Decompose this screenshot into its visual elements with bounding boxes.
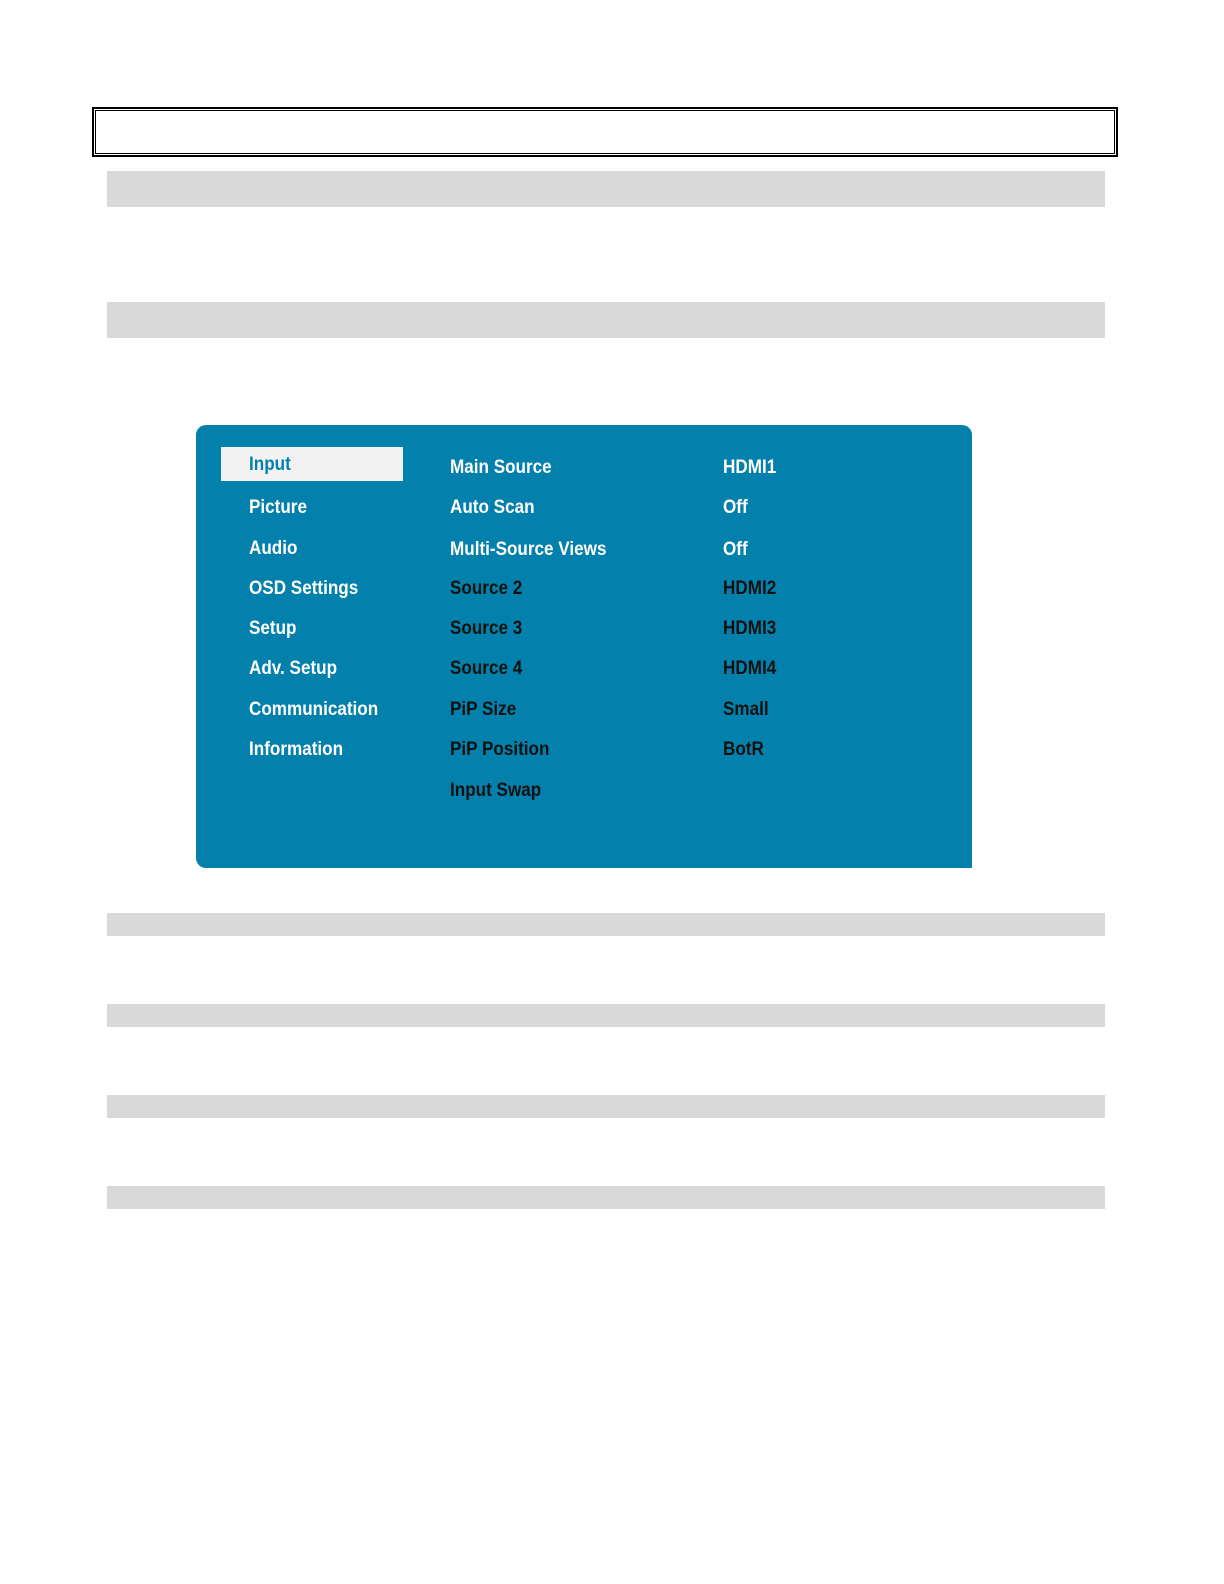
menu-item-communication[interactable]: Communication bbox=[249, 699, 379, 720]
setting-auto-scan[interactable]: Auto Scan bbox=[450, 497, 535, 518]
setting-source-3: Source 3 bbox=[450, 618, 523, 639]
setting-input-swap: Input Swap bbox=[450, 780, 542, 801]
section-bar bbox=[107, 1186, 1105, 1209]
setting-source-2: Source 2 bbox=[450, 578, 523, 599]
setting-main-source-value[interactable]: HDMI1 bbox=[723, 457, 777, 478]
section-bar bbox=[107, 302, 1105, 338]
menu-item-information[interactable]: Information bbox=[249, 739, 344, 760]
menu-item-audio[interactable]: Audio bbox=[249, 538, 298, 559]
osd-menu-panel bbox=[196, 425, 972, 868]
menu-item-osd-settings[interactable]: OSD Settings bbox=[249, 578, 359, 599]
setting-pip-position-value: BotR bbox=[723, 739, 764, 760]
setting-source-3-value: HDMI3 bbox=[723, 618, 777, 639]
setting-multi-source-views-value[interactable]: Off bbox=[723, 539, 748, 560]
setting-source-4-value: HDMI4 bbox=[723, 658, 777, 679]
setting-pip-size: PiP Size bbox=[450, 699, 517, 720]
setting-main-source[interactable]: Main Source bbox=[450, 457, 552, 478]
section-bar bbox=[107, 171, 1105, 207]
section-bar bbox=[107, 913, 1105, 936]
section-bar bbox=[107, 1004, 1105, 1027]
menu-item-picture[interactable]: Picture bbox=[249, 497, 307, 518]
menu-item-setup[interactable]: Setup bbox=[249, 618, 297, 639]
setting-pip-size-value: Small bbox=[723, 699, 769, 720]
setting-pip-position: PiP Position bbox=[450, 739, 550, 760]
section-bar bbox=[107, 1095, 1105, 1118]
setting-multi-source-views[interactable]: Multi-Source Views bbox=[450, 539, 607, 560]
setting-auto-scan-value[interactable]: Off bbox=[723, 497, 748, 518]
menu-item-input[interactable]: Input bbox=[249, 454, 291, 475]
setting-source-2-value: HDMI2 bbox=[723, 578, 777, 599]
menu-item-adv-setup[interactable]: Adv. Setup bbox=[249, 658, 338, 679]
setting-source-4: Source 4 bbox=[450, 658, 523, 679]
page-title-box bbox=[92, 107, 1118, 157]
